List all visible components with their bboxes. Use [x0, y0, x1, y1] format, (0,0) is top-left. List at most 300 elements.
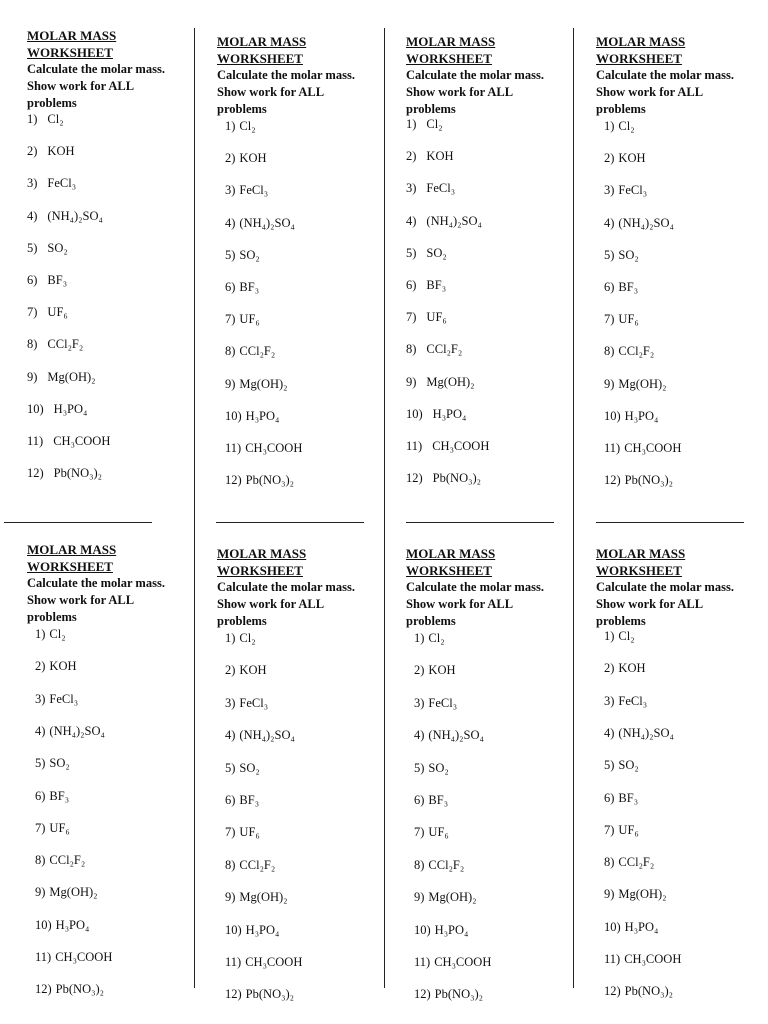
problem-item [414, 890, 477, 905]
instruction-line1: Calculate the molar mass. [406, 580, 544, 594]
problem-number: 6) [35, 788, 46, 803]
problem-item [414, 793, 448, 808]
problem-item [604, 952, 681, 967]
problem-number: 7) [35, 820, 46, 835]
problem-number: 3) [604, 693, 615, 708]
problem-item [27, 176, 76, 191]
problem-formula: Cl₂ [49, 627, 66, 641]
problem-item [604, 377, 667, 392]
problem-number: 12) [225, 473, 242, 488]
problem-item [604, 920, 658, 935]
problem-formula: Cl₂ [618, 629, 635, 643]
problem-number: 1) [604, 629, 615, 643]
instruction-line1: Calculate the molar mass. [596, 68, 734, 82]
worksheet-title-line1: MOLAR MASS [406, 546, 496, 561]
problem-formula: Pb(NO₃)₂ [434, 987, 483, 1002]
problem-formula: CH₃COOH [53, 434, 111, 448]
problem-formula: CH₃COOH [624, 441, 682, 455]
problem-item [604, 441, 681, 456]
problem-formula: BF₃ [49, 788, 70, 803]
problem-item [27, 337, 83, 352]
problem-formula: FeCl₃ [239, 183, 269, 198]
problem-item [406, 278, 446, 293]
problem-item [27, 466, 102, 481]
problem-item [406, 246, 447, 261]
problem-item [604, 183, 647, 198]
problem-item [35, 918, 89, 933]
problem-number: 1) [35, 627, 46, 641]
row-divider-1 [4, 522, 152, 523]
problem-formula: CH₃COOH [245, 955, 303, 969]
problem-formula: UF₆ [239, 312, 260, 327]
problem-item [604, 791, 638, 806]
problem-item [604, 661, 646, 676]
problem-formula: (NH₄)₂SO₄ [428, 728, 484, 743]
problem-number: 12) [604, 473, 621, 488]
problem-number: 1) [406, 117, 417, 131]
problem-number: 2) [414, 663, 425, 678]
problem-formula: CCl₂F₂ [428, 857, 465, 872]
problem-formula: BF₃ [428, 793, 449, 807]
problem-formula: Cl₂ [239, 119, 256, 133]
column-divider-3 [573, 28, 574, 988]
problem-formula: Cl₂ [426, 117, 443, 131]
instruction-line2: Show work for ALL [217, 85, 325, 99]
problem-number: 6) [604, 280, 615, 294]
problem-formula: BF₃ [47, 273, 68, 287]
problem-number: 10) [604, 408, 621, 423]
column-divider-2 [384, 28, 385, 988]
worksheet-card-1 [27, 27, 192, 481]
worksheet-title-line2: WORKSHEET [27, 45, 113, 60]
problem-item [225, 377, 288, 392]
problem-number: 8) [414, 857, 425, 872]
problem-number: 10) [406, 406, 423, 421]
worksheet-card-7 [406, 545, 571, 1002]
problem-item [604, 216, 674, 231]
problem-item [225, 119, 256, 134]
problem-item [35, 692, 78, 707]
problem-number: 6) [225, 280, 236, 294]
problem-formula: CH₃COOH [432, 439, 490, 453]
instruction-line3: problems [596, 614, 646, 628]
problem-formula: BF₃ [618, 790, 639, 805]
problem-formula: Mg(OH)₂ [426, 374, 475, 389]
problem-formula: Mg(OH)₂ [239, 890, 288, 905]
problem-number: 8) [225, 344, 236, 359]
problem-item [604, 694, 647, 709]
problem-formula: KOH [47, 144, 75, 159]
problem-number: 2) [406, 149, 417, 164]
problem-number: 4) [225, 215, 236, 230]
instruction-line1: Calculate the molar mass. [27, 576, 165, 590]
problem-number: 2) [604, 151, 615, 166]
problem-number: 7) [604, 822, 615, 837]
problem-number: 5) [27, 240, 38, 255]
instruction-line3: problems [406, 102, 456, 116]
problem-formula: FeCl₃ [239, 695, 269, 710]
problem-item [225, 696, 268, 711]
worksheet-card-2 [217, 33, 382, 488]
problem-formula: Mg(OH)₂ [428, 890, 477, 905]
problem-formula: BF₃ [239, 280, 260, 294]
problem-number: 11) [225, 441, 242, 455]
problem-item [27, 144, 75, 159]
problem-number: 10) [27, 401, 44, 416]
problem-number: 7) [406, 310, 417, 325]
problem-item [414, 663, 456, 678]
problem-item [406, 471, 481, 486]
problem-number: 3) [225, 695, 236, 710]
worksheet-title-line2: WORKSHEET [27, 559, 113, 574]
problem-item [604, 887, 667, 902]
problem-number: 10) [414, 922, 431, 937]
problem-item [27, 241, 68, 256]
problem-formula: KOH [239, 663, 267, 678]
problem-number: 5) [604, 247, 615, 262]
problem-item [414, 858, 464, 873]
problem-formula: H₃PO₄ [624, 408, 659, 423]
problem-item [414, 923, 468, 938]
problem-formula: CCl₂F₂ [618, 344, 655, 359]
problem-item [35, 950, 112, 965]
problem-item [406, 214, 482, 229]
problem-formula: UF₆ [239, 825, 260, 840]
problem-formula: CCl₂F₂ [239, 344, 276, 359]
problem-formula: FeCl₃ [618, 183, 648, 198]
problem-formula: Pb(NO₃)₂ [53, 466, 102, 481]
instruction-line2: Show work for ALL [596, 85, 704, 99]
problem-item [604, 726, 674, 741]
problem-number: 4) [604, 215, 615, 230]
problem-number: 8) [604, 855, 615, 870]
problem-formula: Pb(NO₃)₂ [55, 982, 104, 997]
problem-number: 5) [225, 760, 236, 775]
row-divider-2 [216, 522, 364, 523]
problem-item [604, 823, 639, 838]
problem-formula: Cl₂ [47, 112, 64, 126]
problem-formula: H₃PO₄ [432, 406, 467, 421]
problem-item [225, 728, 295, 743]
problem-item [35, 821, 70, 836]
problem-number: 5) [414, 760, 425, 775]
problem-formula: CCl₂F₂ [426, 342, 463, 357]
problem-formula: Cl₂ [618, 119, 635, 133]
problem-number: 10) [35, 917, 52, 932]
problem-formula: UF₆ [618, 312, 639, 327]
problem-item [414, 955, 491, 970]
problem-number: 5) [406, 245, 417, 260]
problem-number: 4) [27, 208, 38, 223]
problem-item [604, 248, 639, 263]
problem-item [225, 793, 259, 808]
problem-item [604, 312, 639, 327]
problem-number: 7) [225, 312, 236, 327]
problem-number: 11) [604, 952, 621, 966]
problem-formula: SO₂ [239, 760, 260, 775]
problem-formula: UF₆ [428, 825, 449, 840]
problem-number: 6) [225, 793, 236, 807]
problem-item [35, 982, 104, 997]
problem-formula: CH₃COOH [55, 950, 113, 964]
problem-formula: (NH₄)₂SO₄ [47, 208, 103, 223]
worksheet-title-line2: WORKSHEET [217, 51, 303, 66]
problem-number: 12) [414, 987, 431, 1002]
problem-formula: CH₃COOH [434, 955, 492, 969]
problem-item [406, 149, 454, 164]
problem-number: 3) [604, 183, 615, 198]
instruction-line1: Calculate the molar mass. [27, 62, 165, 76]
problem-formula: KOH [618, 151, 646, 166]
problem-item [225, 312, 260, 327]
problem-item [604, 344, 654, 359]
worksheet-title-line1: MOLAR MASS [406, 34, 496, 49]
instruction-line2: Show work for ALL [27, 79, 135, 93]
problem-formula: SO₂ [47, 240, 68, 255]
problem-number: 4) [414, 728, 425, 743]
worksheet-title-line1: MOLAR MASS [596, 34, 686, 49]
problem-item [414, 761, 449, 776]
problem-formula: FeCl₃ [426, 181, 456, 196]
problem-item [225, 280, 259, 295]
problem-number: 9) [604, 376, 615, 391]
problem-item [225, 858, 275, 873]
problem-item [414, 728, 484, 743]
problem-number: 10) [225, 408, 242, 423]
problem-item [27, 402, 87, 417]
worksheet-title-line2: WORKSHEET [406, 51, 492, 66]
worksheet-title-line1: MOLAR MASS [217, 546, 307, 561]
worksheet-title-line2: WORKSHEET [596, 51, 682, 66]
problem-number: 8) [406, 342, 417, 357]
problem-formula: KOH [428, 663, 456, 678]
problem-formula: (NH₄)₂SO₄ [239, 728, 295, 743]
problem-number: 9) [27, 369, 38, 384]
instruction-line2: Show work for ALL [406, 85, 514, 99]
problem-formula: UF₆ [618, 822, 639, 837]
problem-number: 1) [414, 631, 425, 645]
problem-item [414, 696, 457, 711]
problem-item [27, 273, 67, 288]
problem-number: 9) [406, 374, 417, 389]
problem-item [225, 825, 260, 840]
problem-number: 6) [604, 790, 615, 805]
problem-number: 8) [35, 853, 46, 868]
problem-formula: Mg(OH)₂ [618, 376, 667, 391]
problem-formula: KOH [618, 661, 646, 676]
problem-formula: UF₆ [49, 820, 70, 835]
problem-formula: CCl₂F₂ [47, 337, 84, 352]
problem-item [27, 209, 103, 224]
problem-formula: Pb(NO₃)₂ [245, 987, 294, 1002]
problem-item [604, 473, 673, 488]
instruction-line3: problems [596, 102, 646, 116]
problem-number: 7) [27, 305, 38, 320]
problem-number: 8) [225, 857, 236, 872]
problem-formula: (NH₄)₂SO₄ [49, 723, 105, 738]
instruction-line3: problems [27, 96, 77, 110]
problem-formula: CCl₂F₂ [239, 857, 276, 872]
problem-number: 9) [225, 376, 236, 391]
instruction-line2: Show work for ALL [27, 593, 135, 607]
problem-formula: SO₂ [49, 756, 70, 771]
problem-item [27, 305, 68, 320]
problem-number: 1) [604, 119, 615, 133]
problem-formula: FeCl₃ [47, 176, 77, 191]
problem-item [225, 183, 268, 198]
worksheet-title-line1: MOLAR MASS [596, 546, 686, 561]
worksheet-title-line2: WORKSHEET [406, 563, 492, 578]
problem-formula: Pb(NO₃)₂ [624, 473, 673, 488]
problem-item [604, 855, 654, 870]
problem-item [225, 473, 294, 488]
problem-formula: Cl₂ [239, 631, 256, 645]
worksheet-title-line1: MOLAR MASS [217, 34, 307, 49]
problem-formula: (NH₄)₂SO₄ [618, 725, 674, 740]
problem-item [604, 984, 673, 999]
problem-formula: FeCl₃ [49, 691, 79, 706]
problem-item [406, 375, 475, 390]
problem-number: 11) [225, 955, 242, 969]
worksheet-title-line1: MOLAR MASS [27, 28, 117, 43]
problem-item [406, 439, 489, 454]
worksheet-card-5 [27, 541, 192, 997]
problem-number: 5) [604, 758, 615, 773]
problem-number: 9) [604, 887, 615, 902]
problem-item [406, 342, 462, 357]
problem-formula: Cl₂ [428, 631, 445, 645]
problem-formula: (NH₄)₂SO₄ [426, 213, 482, 228]
problem-item [225, 151, 267, 166]
instruction-line3: problems [217, 614, 267, 628]
row-divider-4 [596, 522, 744, 523]
problem-item [604, 151, 646, 166]
problem-number: 1) [27, 112, 38, 126]
problem-number: 7) [414, 825, 425, 840]
worksheet-title-line1: MOLAR MASS [27, 542, 117, 557]
instruction-line1: Calculate the molar mass. [217, 580, 355, 594]
problem-number: 1) [225, 631, 236, 645]
instruction-line3: problems [27, 610, 77, 624]
problem-item [225, 923, 279, 938]
problem-formula: SO₂ [428, 760, 449, 775]
problem-formula: H₃PO₄ [434, 922, 469, 937]
problem-formula: BF₃ [618, 280, 639, 294]
problem-formula: SO₂ [426, 245, 447, 260]
problem-formula: Mg(OH)₂ [618, 887, 667, 902]
worksheet-card-4 [596, 33, 761, 488]
problem-item [35, 885, 98, 900]
row-divider-3 [406, 522, 554, 523]
problem-item [35, 789, 69, 804]
problem-number: 9) [35, 885, 46, 900]
instruction-line3: problems [406, 614, 456, 628]
problem-number: 3) [27, 176, 38, 191]
instruction-line2: Show work for ALL [217, 597, 325, 611]
problem-number: 2) [35, 659, 46, 674]
problem-formula: Mg(OH)₂ [239, 376, 288, 391]
problem-number: 12) [225, 987, 242, 1002]
problem-item [27, 434, 110, 449]
problem-item [225, 631, 256, 646]
problem-item [406, 117, 443, 132]
worksheet-card-8 [596, 545, 761, 999]
problem-item [406, 181, 455, 196]
problem-number: 2) [604, 661, 615, 676]
problem-item [406, 407, 466, 422]
worksheet-card-3 [406, 33, 571, 486]
problem-item [604, 629, 635, 644]
problem-item [225, 955, 302, 970]
problem-item [414, 631, 445, 646]
problem-number: 4) [604, 725, 615, 740]
problem-item [35, 853, 85, 868]
problem-item [27, 112, 64, 127]
problem-number: 3) [414, 695, 425, 710]
problem-item [35, 756, 70, 771]
problem-item [604, 119, 635, 134]
problem-number: 8) [27, 337, 38, 352]
problem-item [225, 441, 302, 456]
problem-number: 2) [225, 151, 236, 166]
worksheet-card-6 [217, 545, 382, 1002]
problem-number: 4) [406, 213, 417, 228]
problem-formula: (NH₄)₂SO₄ [239, 215, 295, 230]
problem-formula: Pb(NO₃)₂ [245, 473, 294, 488]
problem-number: 5) [225, 247, 236, 262]
problem-item [414, 825, 449, 840]
problem-item [225, 890, 288, 905]
problem-number: 10) [225, 922, 242, 937]
problem-item [604, 409, 658, 424]
problem-number: 6) [27, 273, 38, 287]
problem-number: 4) [35, 723, 46, 738]
problem-item [604, 758, 639, 773]
problem-formula: FeCl₃ [428, 695, 458, 710]
problem-number: 3) [35, 691, 46, 706]
problem-formula: H₃PO₄ [55, 917, 90, 932]
instruction-line1: Calculate the molar mass. [217, 68, 355, 82]
instruction-line2: Show work for ALL [406, 597, 514, 611]
problem-formula: KOH [49, 659, 77, 674]
instruction-line3: problems [217, 102, 267, 116]
problem-number: 6) [406, 278, 417, 292]
problem-number: 12) [35, 982, 52, 997]
problem-number: 5) [35, 756, 46, 771]
problem-formula: CH₃COOH [245, 441, 303, 455]
instruction-line1: Calculate the molar mass. [406, 68, 544, 82]
problem-number: 7) [604, 312, 615, 327]
problem-number: 11) [27, 434, 44, 448]
problem-formula: SO₂ [618, 247, 639, 262]
problem-number: 11) [604, 441, 621, 455]
problem-formula: BF₃ [426, 278, 447, 292]
instruction-line1: Calculate the molar mass. [596, 580, 734, 594]
problem-item [414, 987, 483, 1002]
problem-formula: H₃PO₄ [245, 922, 280, 937]
problem-number: 3) [225, 183, 236, 198]
problem-formula: H₃PO₄ [53, 401, 88, 416]
instruction-line2: Show work for ALL [596, 597, 704, 611]
problem-formula: BF₃ [239, 793, 260, 807]
problem-number: 9) [225, 890, 236, 905]
problem-formula: KOH [239, 151, 267, 166]
problem-number: 9) [414, 890, 425, 905]
problem-formula: Pb(NO₃)₂ [624, 984, 673, 999]
problem-item [225, 761, 260, 776]
problem-number: 12) [406, 471, 423, 486]
problem-number: 12) [604, 984, 621, 999]
